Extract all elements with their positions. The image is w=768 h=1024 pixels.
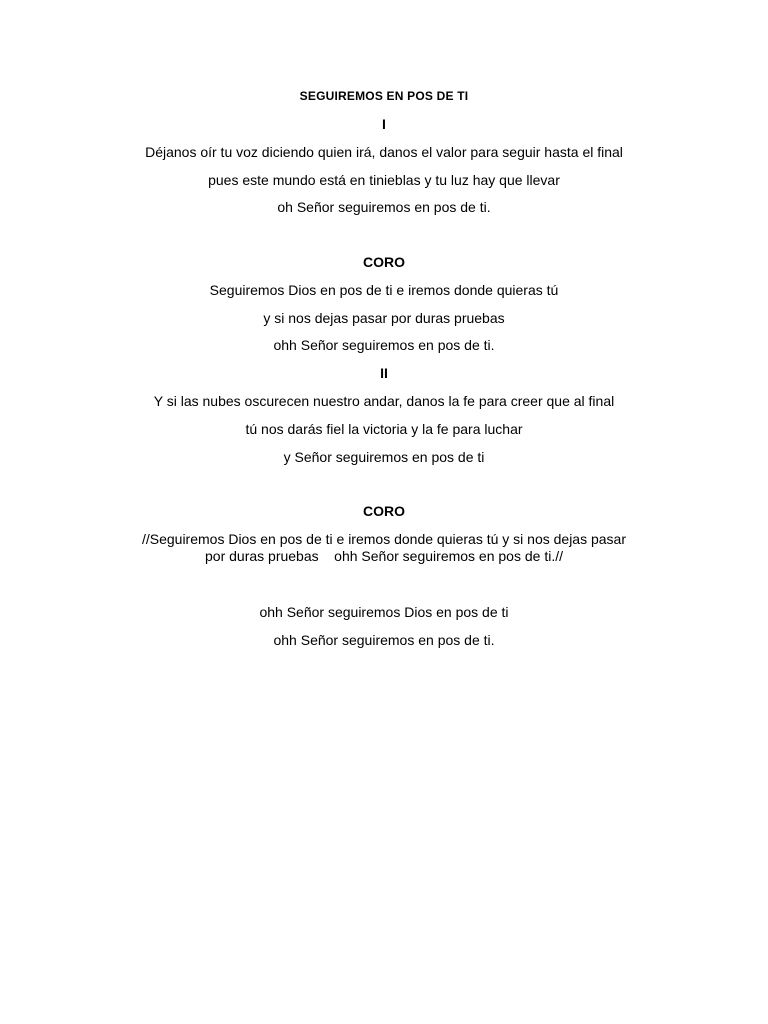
verse-2-line: Y si las nubes oscurecen nuestro andar, danos la fe para creer que al final xyxy=(153,393,615,409)
verse-1-line: oh Señor seguiremos en pos de ti. xyxy=(277,199,491,215)
chorus-1-line: y si nos dejas pasar por duras pruebas xyxy=(263,310,505,326)
chorus-2-line: //Seguiremos Dios en pos de ti e iremos donde quieras tú y si nos dejas pasar xyxy=(141,531,627,547)
verse-1-line: Déjanos oír tu voz diciendo quien irá, danos el valor para seguir hasta el final xyxy=(145,144,623,160)
chorus-2-line: por duras pruebas ohh Señor seguiremos en pos de ti.// xyxy=(205,548,563,564)
chorus-1-heading: CORO xyxy=(363,254,405,270)
ending-line: ohh Señor seguiremos en pos de ti. xyxy=(273,632,495,648)
verse-1-marker: I xyxy=(382,116,386,132)
chorus-2-heading: CORO xyxy=(363,503,405,519)
ending-line: ohh Señor seguiremos Dios en pos de ti xyxy=(259,604,509,620)
verse-1-line: pues este mundo está en tinieblas y tu luz hay que llevar xyxy=(208,172,560,188)
chorus-1-line: ohh Señor seguiremos en pos de ti. xyxy=(273,337,495,353)
verse-2-marker: II xyxy=(380,365,388,381)
song-title: SEGUIREMOS EN POS DE TI xyxy=(299,89,469,103)
verse-2-line: tú nos darás fiel la victoria y la fe para luchar xyxy=(245,421,523,437)
verse-2-line: y Señor seguiremos en pos de ti xyxy=(283,449,485,465)
chorus-1-line: Seguiremos Dios en pos de ti e iremos donde quieras tú xyxy=(209,282,559,298)
